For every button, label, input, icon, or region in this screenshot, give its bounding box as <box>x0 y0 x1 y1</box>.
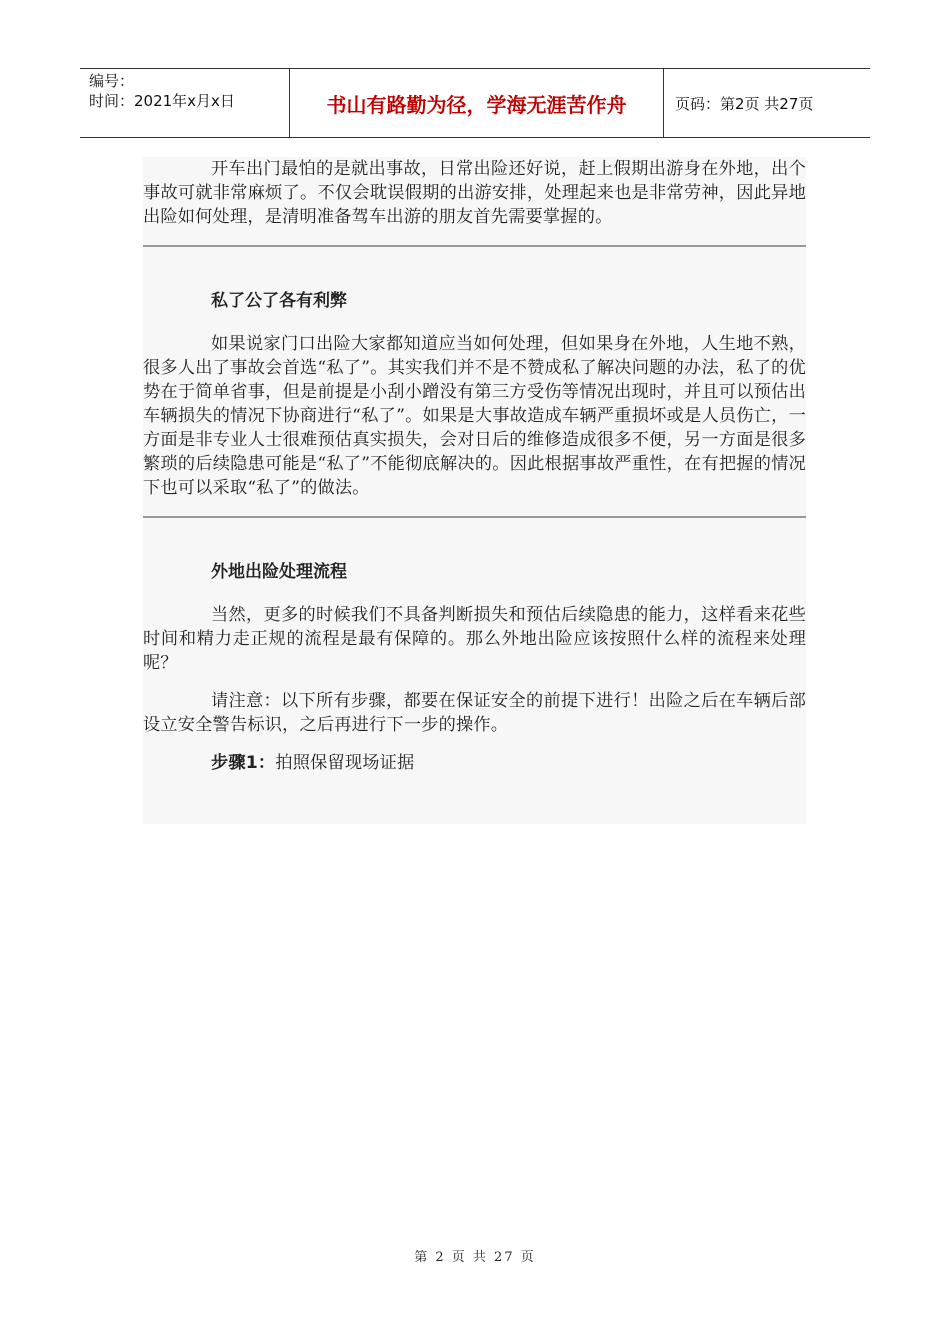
step-line <box>143 751 806 775</box>
intro-section <box>143 157 806 229</box>
section-paragraph: 当然，更多的时候我们不具备判断损失和预估后续隐患的能力，这样看来花些时间和精力走正规的流程是最有保障的。那么外地出险应该按照什么样的流程来处理呢？ <box>143 605 806 673</box>
number-label: 编号： <box>89 72 135 90</box>
article-body <box>143 157 806 824</box>
section-process <box>143 560 806 775</box>
step-text: 拍照保留现场证据 <box>275 753 415 773</box>
section-private-settlement <box>143 289 806 500</box>
document-header <box>80 68 870 138</box>
section-heading: 私了公了各有利弊 <box>211 291 347 311</box>
intro-paragraph: 开车出门最怕的是就出事故，日常出险还好说，赶上假期出游身在外地，出个事故可就非常麻烦了。不仅会耽误假期的出游安排，处理起来也是非常劳神，因此异地出险如何处理，是清明准备驾车出游的朋友首先需要掌握的。 <box>143 159 806 227</box>
step-label: 步骤1： <box>211 753 276 773</box>
section-heading: 外地出险处理流程 <box>211 562 347 582</box>
header-meta <box>80 69 290 137</box>
page-footer: 第 2 页 共 27 页 <box>414 1250 536 1265</box>
header-motto: 书山有路勤为径，学海无涯苦作舟 <box>290 69 664 137</box>
header-page-info: 页码：第2页 共27页 <box>675 94 814 113</box>
notice-paragraph: 请注意：以下所有步骤，都要在保证安全的前提下进行！出险之后在车辆后部设立安全警告标识，之后再进行下一步的操作。 <box>143 691 806 735</box>
section-paragraph: 如果说家门口出险大家都知道应当如何处理，但如果身在外地，人生地不熟，很多人出了事故会首选“私了”。其实我们并不是不赞成私了解决问题的办法，私了的优势在于简单省事，但是前提是小刮小蹭没有第三方受伤等情况出现时，并且可以预估出车辆损失的情况下协商进行“私了”。如果是大事故造成车辆严重损坏或是人员伤亡，一方面是非专业人士很难预估真实损失，会对日后的维修造成很多不便，另一方面是很多繁琐的后续隐患可能是“私了”不能彻底解决的。因此根据事故严重性，在有把握的情况下也可以采取“私了”的做法。 <box>143 334 806 498</box>
date-label: 时间：2021年x月x日 <box>89 92 235 110</box>
